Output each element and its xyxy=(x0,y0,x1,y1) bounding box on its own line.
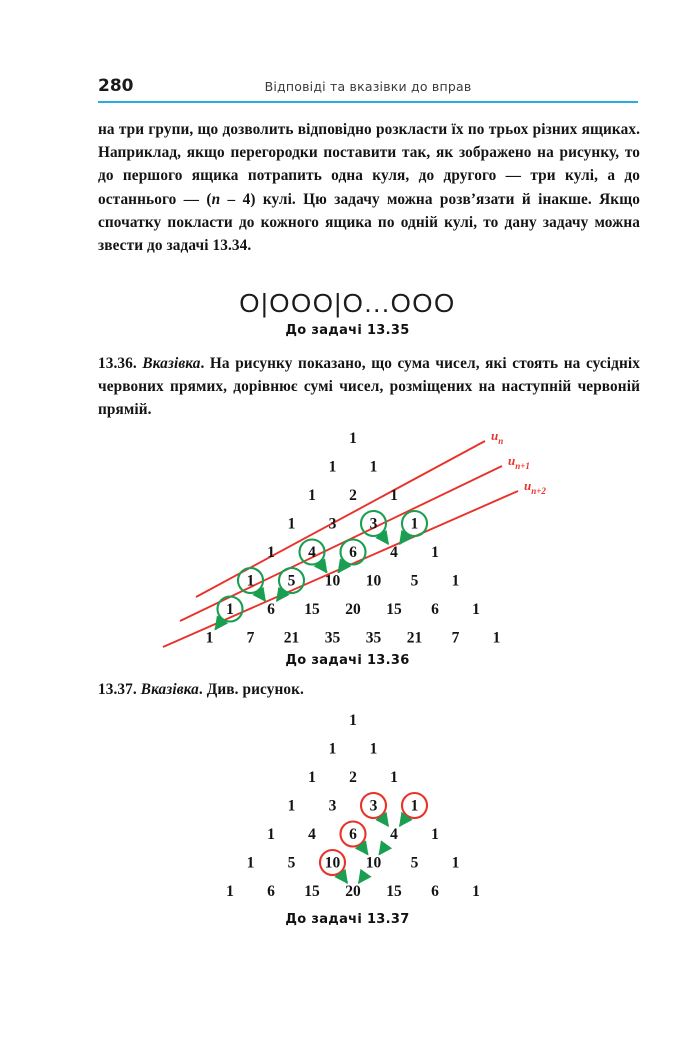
triangle-cell: 2 xyxy=(349,769,357,786)
paragraph-13-35-text xyxy=(98,118,640,257)
sum-arrow xyxy=(320,563,327,573)
caption-13-35: До задачі 13.35 xyxy=(285,323,410,338)
triangle-cell: 3 xyxy=(328,797,337,815)
triangle-cell: 35 xyxy=(365,629,382,647)
triangle-cell: 1 xyxy=(328,740,337,758)
triangle-cell: 6 xyxy=(267,883,275,900)
triangle-cell: 4 xyxy=(308,544,316,561)
triangle-cell: 15 xyxy=(386,601,402,618)
triangle-cell: 1 xyxy=(267,544,275,561)
triangle-cell: 1 xyxy=(492,629,501,647)
balls-and-bars-diagram: O|OOO|O...OOO xyxy=(239,288,456,318)
triangle-cell: 1 xyxy=(349,712,357,729)
triangle-cell: 4 xyxy=(308,826,316,843)
triangle-cell: 1 xyxy=(308,769,316,786)
sum-arrow xyxy=(361,845,368,855)
triangle-cell: 10 xyxy=(365,854,382,872)
exercise-number-13-37: 13.37. xyxy=(98,681,137,698)
running-head: Відповіді та вказівки до вправ xyxy=(264,79,472,94)
triangle-cell: 4 xyxy=(390,544,398,561)
sum-arrow xyxy=(340,873,347,883)
math-variable-n: n xyxy=(211,190,221,208)
diagonal-labels xyxy=(491,428,546,496)
sum-arrow xyxy=(258,591,265,601)
caption-13-37: До задачі 13.37 xyxy=(285,912,410,927)
triangle-cell: 5 xyxy=(410,572,419,590)
triangle-cell: 10 xyxy=(365,572,382,590)
triangle-cell: 1 xyxy=(431,544,439,561)
triangle-cell: 1 xyxy=(226,883,234,900)
triangle-cell: 1 xyxy=(390,487,398,504)
fibonacci-diagonal-line xyxy=(180,466,502,621)
pascal-triangle-13-36 xyxy=(150,425,550,645)
triangle-cell: 6 xyxy=(267,601,275,618)
triangle-cell: 1 xyxy=(226,601,234,618)
hint-text-13-37: . Див. рисунок. xyxy=(198,681,304,698)
triangle-cell: 6 xyxy=(431,883,439,900)
triangle-cell: 21 xyxy=(406,629,423,647)
triangle-cell: 7 xyxy=(451,629,460,647)
triangle-cell: 5 xyxy=(287,854,296,872)
triangle-cell: 15 xyxy=(386,883,402,900)
triangle-cell: 1 xyxy=(451,572,460,590)
triangle-cell: 20 xyxy=(345,883,361,900)
triangle-cell: 1 xyxy=(410,515,419,533)
paragraph-13-37 xyxy=(98,678,640,701)
fibonacci-diagonal-lines xyxy=(163,441,518,647)
diagonal-label: $u_{n+1}$ xyxy=(508,453,530,471)
paragraph-1-part-1: на три групи, що дозволить відповідно розкласти їх по трьох різних ящиках. Наприклад, якщо перегородки поставити так, як зображено на рисунку, то до першого ящика потрапить одна куля, до другого — три кулі, а до останнього — ( xyxy=(98,121,640,208)
triangle-cell: 1 xyxy=(349,430,357,447)
triangle-cell: 1 xyxy=(472,601,480,618)
triangle-cell: 1 xyxy=(267,826,275,843)
page-number: 280 xyxy=(98,76,134,96)
hint-label-13-36: Вказівка xyxy=(142,355,201,372)
triangle-cell: 1 xyxy=(246,854,255,872)
triangle-cell: 1 xyxy=(205,629,214,647)
diagonal-label: $u_{n+2}$ xyxy=(524,478,546,496)
triangle-cell: 6 xyxy=(431,601,439,618)
triangle-cell: 35 xyxy=(324,629,341,647)
sum-arrow xyxy=(400,816,407,826)
triangle-cell: 1 xyxy=(410,797,419,815)
pascal-triangle-13-37 xyxy=(150,705,550,905)
triangle-cell: 1 xyxy=(390,769,398,786)
triangle-cell: 21 xyxy=(283,629,300,647)
triangle-numbers xyxy=(226,712,480,900)
triangle-cell: 4 xyxy=(390,826,398,843)
triangle-cell: 1 xyxy=(287,515,296,533)
sum-arrow xyxy=(381,534,388,544)
triangle-cell: 6 xyxy=(349,826,357,843)
sum-arrow xyxy=(379,845,386,855)
triangle-cell: 1 xyxy=(369,740,378,758)
triangle-cell: 1 xyxy=(328,458,337,476)
triangle-cell: 7 xyxy=(246,629,255,647)
paragraph-1-part-2: – 4) кулі. Цю задачу можна розв’язати й інакше. Якщо спочатку покласти до кожного ящика по одній кулі, то дану задачу можна звести до задачі 13.34. xyxy=(98,190,640,255)
triangle-cell: 5 xyxy=(410,854,419,872)
triangle-cell: 6 xyxy=(349,544,357,561)
caption-13-36: До задачі 13.36 xyxy=(285,653,410,668)
triangle-cell: 10 xyxy=(324,572,341,590)
triangle-cell: 10 xyxy=(324,854,341,872)
triangle-cell: 1 xyxy=(451,854,460,872)
triangle-cell: 1 xyxy=(369,458,378,476)
triangle-cell: 2 xyxy=(349,487,357,504)
paragraph-13-36 xyxy=(98,352,640,422)
sum-arrow xyxy=(359,873,366,883)
sum-arrow xyxy=(381,816,388,826)
triangle-cell: 1 xyxy=(287,797,296,815)
exercise-number-13-36: 13.36. xyxy=(98,355,137,372)
triangle-cell: 1 xyxy=(246,572,255,590)
pascal-triangle-13-36-svg xyxy=(150,425,550,645)
triangle-cell: 1 xyxy=(472,883,480,900)
triangle-cell: 1 xyxy=(431,826,439,843)
triangle-cell: 3 xyxy=(369,515,378,533)
hint-text-13-36: . На рисунку показано, що сума чисел, які стоять на сусідніх червоних прямих, дорівнює сумі чисел, розміщених на наступній червоній прямій. xyxy=(98,355,640,419)
hint-label-13-37: Вказівка xyxy=(140,681,199,698)
triangle-cell: 15 xyxy=(304,601,320,618)
triangle-cell: 3 xyxy=(369,797,378,815)
triangle-cell: 3 xyxy=(328,515,337,533)
header-rule xyxy=(98,101,638,103)
triangle-cell: 20 xyxy=(345,601,361,618)
diagonal-label: $u_n$ xyxy=(491,428,504,446)
triangle-cell: 5 xyxy=(287,572,296,590)
triangle-cell: 1 xyxy=(308,487,316,504)
pascal-triangle-13-37-svg xyxy=(150,705,550,905)
triangle-cell: 15 xyxy=(304,883,320,900)
